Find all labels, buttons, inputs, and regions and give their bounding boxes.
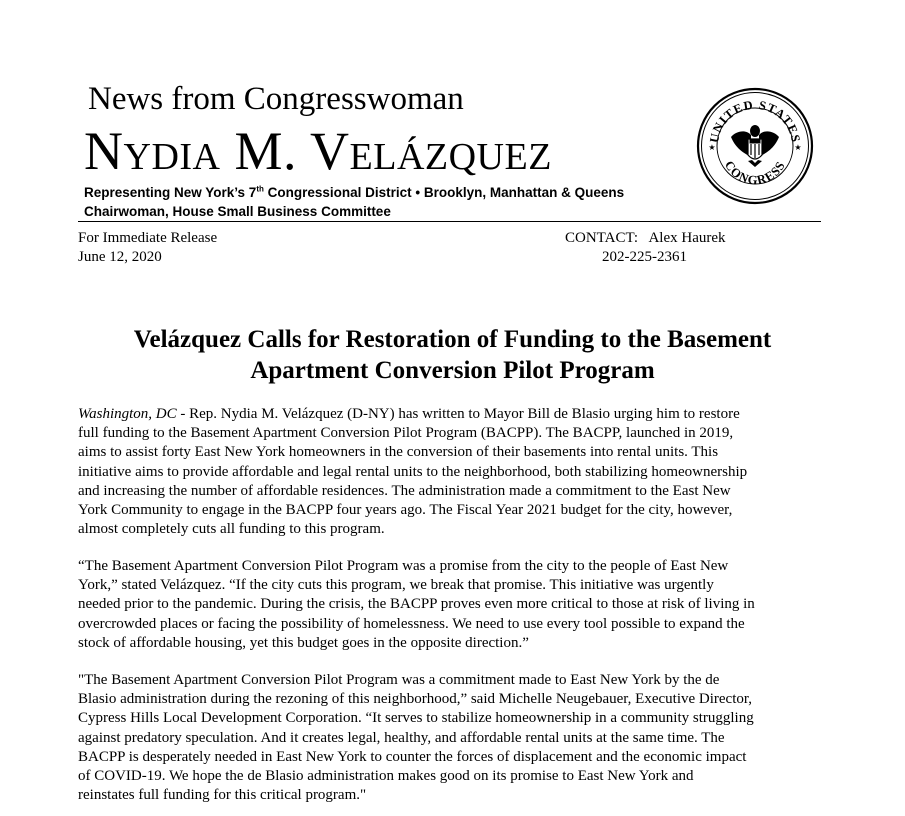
paragraph-1 — [78, 405, 838, 539]
paragraph-2-line-3: needed prior to the pandemic. During the crisis, the BACPP proves even more critical to those at risk of living in — [78, 596, 755, 613]
paragraph-3-line-2: Blasio administration during the rezoning of this neighborhood,” said Michelle Neugebauer, Executive Director, — [78, 691, 753, 708]
paragraph-1-line-5: and increasing the number of affordable residences. The administration made a commitment to the East New — [78, 482, 731, 499]
district-line — [84, 184, 624, 201]
dateline: Washington, DC — [78, 406, 177, 422]
seal-top-text: UNITED STATES — [706, 97, 803, 144]
seal-bottom-text: CONGRESS — [721, 158, 789, 188]
paragraph-1-line-3: aims to assist forty East New York homeowners in the conversion of their basements into rental units. This — [78, 444, 719, 461]
committee-line: Chairwoman, House Small Business Committee — [84, 204, 391, 219]
paragraph-1-line — [78, 405, 838, 424]
headline-line-2: Apartment Conversion Pilot Program — [250, 357, 655, 384]
district-line-pre: Representing New York’s 7 — [84, 185, 257, 200]
release-label: For Immediate Release — [78, 230, 218, 246]
district-line-post: Congressional District • Brooklyn, Manhattan & Queens — [263, 185, 625, 200]
press-release-headline — [60, 324, 845, 386]
paragraph-1-line-6: York Community to engage in the BACPP four years ago. The Fiscal Year 2021 budget for the city, however, — [78, 502, 733, 519]
paragraph-2-line-5: stock of affordable housing, yet this budget goes in the opposite direction.” — [78, 634, 529, 651]
congress-seal-icon — [696, 87, 814, 205]
paragraph-3-line-3: Cypress Hills Local Development Corporation. “It serves to stabilize homeownership in a community struggling — [78, 710, 754, 727]
paragraph-3-line-7: reinstates full funding for this critical program." — [78, 787, 367, 804]
paragraph-3-line-6: of COVID-19. We hope the de Blasio administration makes good on its promise to East New York and — [78, 768, 694, 785]
contact-phone: 202-225-2361 — [602, 249, 687, 265]
paragraph-3-line-1: "The Basement Apartment Conversion Pilot Program was a commitment made to East New York by the de — [78, 672, 720, 688]
paragraph-3-line-5: BACPP is desperately needed in East New York to counter the forces of displacement and the economic impact — [78, 748, 747, 765]
paragraph-2-line-1: “The Basement Apartment Conversion Pilot Program was a promise from the city to the people of East New — [78, 558, 729, 574]
release-date: June 12, 2020 — [78, 249, 162, 265]
paragraph-3-line-4: against predatory speculation. And it creates legal, healthy, and affordable rental units at the same time. The — [78, 729, 725, 746]
svg-text:★: ★ — [708, 143, 716, 152]
contact-name: CONTACT: Alex Haurek — [565, 230, 726, 246]
paragraph-1-line-1: - Rep. Nydia M. Velázquez (D-NY) has written to Mayor Bill de Blasio urging him to restore — [176, 406, 740, 422]
header-divider — [78, 221, 821, 222]
headline-line-1: Velázquez Calls for Restoration of Funding to the Basement — [133, 326, 772, 353]
congresswoman-name: Nydia M. Velázquez — [84, 121, 552, 181]
svg-text:★: ★ — [794, 143, 802, 152]
paragraph-3 — [78, 671, 838, 805]
paragraph-1-line-2: full funding to the Basement Apartment Conversion Pilot Program (BACPP). The BACPP, launched in 2019, — [78, 425, 734, 442]
paragraph-1-line-4: initiative aims to provide affordable and legal rental units to the neighborhood, both stabilizing homeownership — [78, 463, 748, 480]
news-from-heading: News from Congresswoman — [88, 81, 464, 117]
paragraph-2-line-2: York,” stated Velázquez. “If the city cuts this program, we break that promise. This initiative was urgently — [78, 577, 714, 594]
paragraph-2 — [78, 557, 838, 653]
district-line-sup: th — [256, 184, 264, 194]
paragraph-2-line-4: overcrowded places or facing the possibility of homelessness. We need to use every tool possible to expand the — [78, 615, 745, 632]
paragraph-1-line-7: almost completely cuts all funding to this program. — [78, 521, 385, 538]
